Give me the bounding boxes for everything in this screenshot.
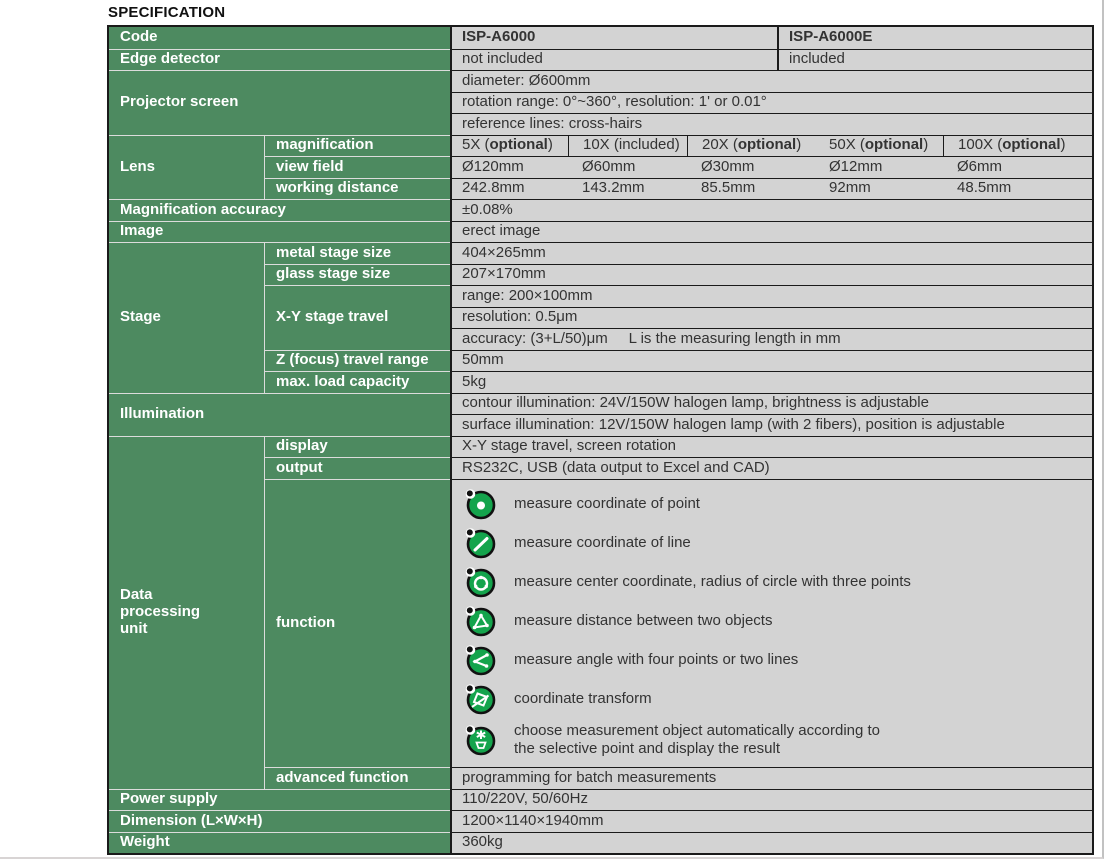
projector-reference-value: reference lines: cross-hairs [450,113,1092,135]
max-load-value: 5kg [450,371,1092,393]
page-title: SPECIFICATION [108,4,226,21]
lens-mag-10x: 10X (included) [568,135,687,157]
projector-screen-row [109,70,1092,92]
function-item [464,683,1092,716]
lens-sub-magnification: magnification [264,135,450,157]
lens-mag-50x: 50X (optional) [815,135,943,157]
function-item [464,488,1092,521]
xy-accuracy-value: accuracy: (3+L/50)μm L is the measuring length in mm [450,328,1092,350]
function-item-text: measure coordinate of point [514,494,700,512]
weight-row [109,832,1092,854]
stage-sub-xy-travel: X-Y stage travel [264,285,450,350]
power-supply-value: 110/220V, 50/60Hz [450,789,1092,811]
dpu-sub-display: display [264,436,450,458]
stage-sub-glass: glass stage size [264,264,450,286]
dpu-display-value: X-Y stage travel, screen rotation [450,436,1092,458]
distance-measure-icon [464,605,497,638]
spec-sheet [107,4,1094,855]
line-measure-icon [464,527,497,560]
code-value-b: ISP-A6000E [777,27,1092,49]
illumination-row [109,393,1092,415]
magnification-accuracy-row [109,199,1092,221]
function-list [462,480,1092,768]
dpu-sub-output: output [264,457,450,479]
dpu-label: Data processing unit [109,436,264,789]
function-item [464,644,1092,677]
view-field-value: Ø30mm [687,156,815,178]
working-distance-value: 85.5mm [687,178,815,200]
circle-measure-icon [464,566,497,599]
dpu-function-value [450,479,1092,768]
lens-mag-5x: 5X (optional) [450,135,568,157]
edge-detector-value-a: not included [450,49,777,71]
working-distance-value: 242.8mm [450,178,568,200]
working-distance-value: 143.2mm [568,178,687,200]
illumination-label: Illumination [109,393,450,436]
projector-screen-label: Projector screen [109,70,450,135]
dpu-sub-function: function [264,479,450,768]
power-supply-label: Power supply [109,789,450,811]
view-field-value: Ø120mm [450,156,568,178]
power-supply-row [109,789,1092,811]
image-label: Image [109,221,450,243]
function-item-text: measure angle with four points or two lines [514,650,799,668]
lens-mag-100x: 100X (optional) [943,135,1092,157]
view-field-value: Ø60mm [568,156,687,178]
specification-table [107,25,1094,855]
stage-metal-row [109,242,1092,264]
function-item-text: choose measurement object automatically according to the selective point and display the result [514,721,881,758]
contour-illumination-value: contour illumination: 24V/150W halogen lamp, brightness is adjustable [450,393,1092,415]
edge-detector-row [109,49,1092,71]
stage-glass-value: 207×170mm [450,264,1092,286]
function-item-text: coordinate transform [514,689,652,707]
function-item-text: measure distance between two objects [514,611,773,629]
code-value-a: ISP-A6000 [450,27,777,49]
magnification-accuracy-label: Magnification accuracy [109,199,450,221]
dpu-sub-advanced-function: advanced function [264,767,450,789]
stage-sub-max-load: max. load capacity [264,371,450,393]
projector-rotation-value: rotation range: 0°~360°, resolution: 1' or 0.01° [450,92,1092,114]
projector-diameter-value: diameter: Ø600mm [450,70,1092,92]
weight-label: Weight [109,832,450,854]
auto-detect-icon [464,724,497,757]
surface-illumination-value: surface illumination: 12V/150W halogen lamp (with 2 fibers), position is adjustable [450,414,1092,436]
working-distance-value: 48.5mm [943,178,1092,200]
point-measure-icon [464,488,497,521]
xy-resolution-value: resolution: 0.5μm [450,307,1092,329]
view-field-value: Ø12mm [815,156,943,178]
dimension-value: 1200×1140×1940mm [450,810,1092,832]
weight-value: 360kg [450,832,1092,854]
image-value: erect image [450,221,1092,243]
dimension-row [109,810,1092,832]
stage-sub-metal: metal stage size [264,242,450,264]
advanced-function-value: programming for batch measurements [450,767,1092,789]
stage-label: Stage [109,242,264,393]
dpu-display-row [109,436,1092,458]
z-travel-value: 50mm [450,350,1092,372]
function-item [464,566,1092,599]
working-distance-value: 92mm [815,178,943,200]
stage-sub-z-travel: Z (focus) travel range [264,350,450,372]
lens-sub-working-distance: working distance [264,178,450,200]
function-item [464,605,1092,638]
lens-mag-20x: 20X (optional) [687,135,815,157]
coordinate-transform-icon [464,683,497,716]
view-field-value: Ø6mm [943,156,1092,178]
function-item-text: measure center coordinate, radius of circle with three points [514,572,911,590]
lens-label: Lens [109,135,264,200]
function-item [464,527,1092,560]
function-item-text: measure coordinate of line [514,533,691,551]
edge-detector-label: Edge detector [109,49,450,71]
dimension-label: Dimension (L×W×H) [109,810,450,832]
lens-sub-view-field: view field [264,156,450,178]
lens-magnification-row [109,135,1092,157]
image-row [109,221,1092,243]
code-label: Code [109,27,450,49]
edge-detector-value-b: included [777,49,1092,71]
xy-range-value: range: 200×100mm [450,285,1092,307]
angle-measure-icon [464,644,497,677]
function-item [464,722,1092,760]
dpu-output-value: RS232C, USB (data output to Excel and CAD) [450,457,1092,479]
magnification-accuracy-value: ±0.08% [450,199,1092,221]
stage-metal-value: 404×265mm [450,242,1092,264]
code-row [109,27,1092,49]
